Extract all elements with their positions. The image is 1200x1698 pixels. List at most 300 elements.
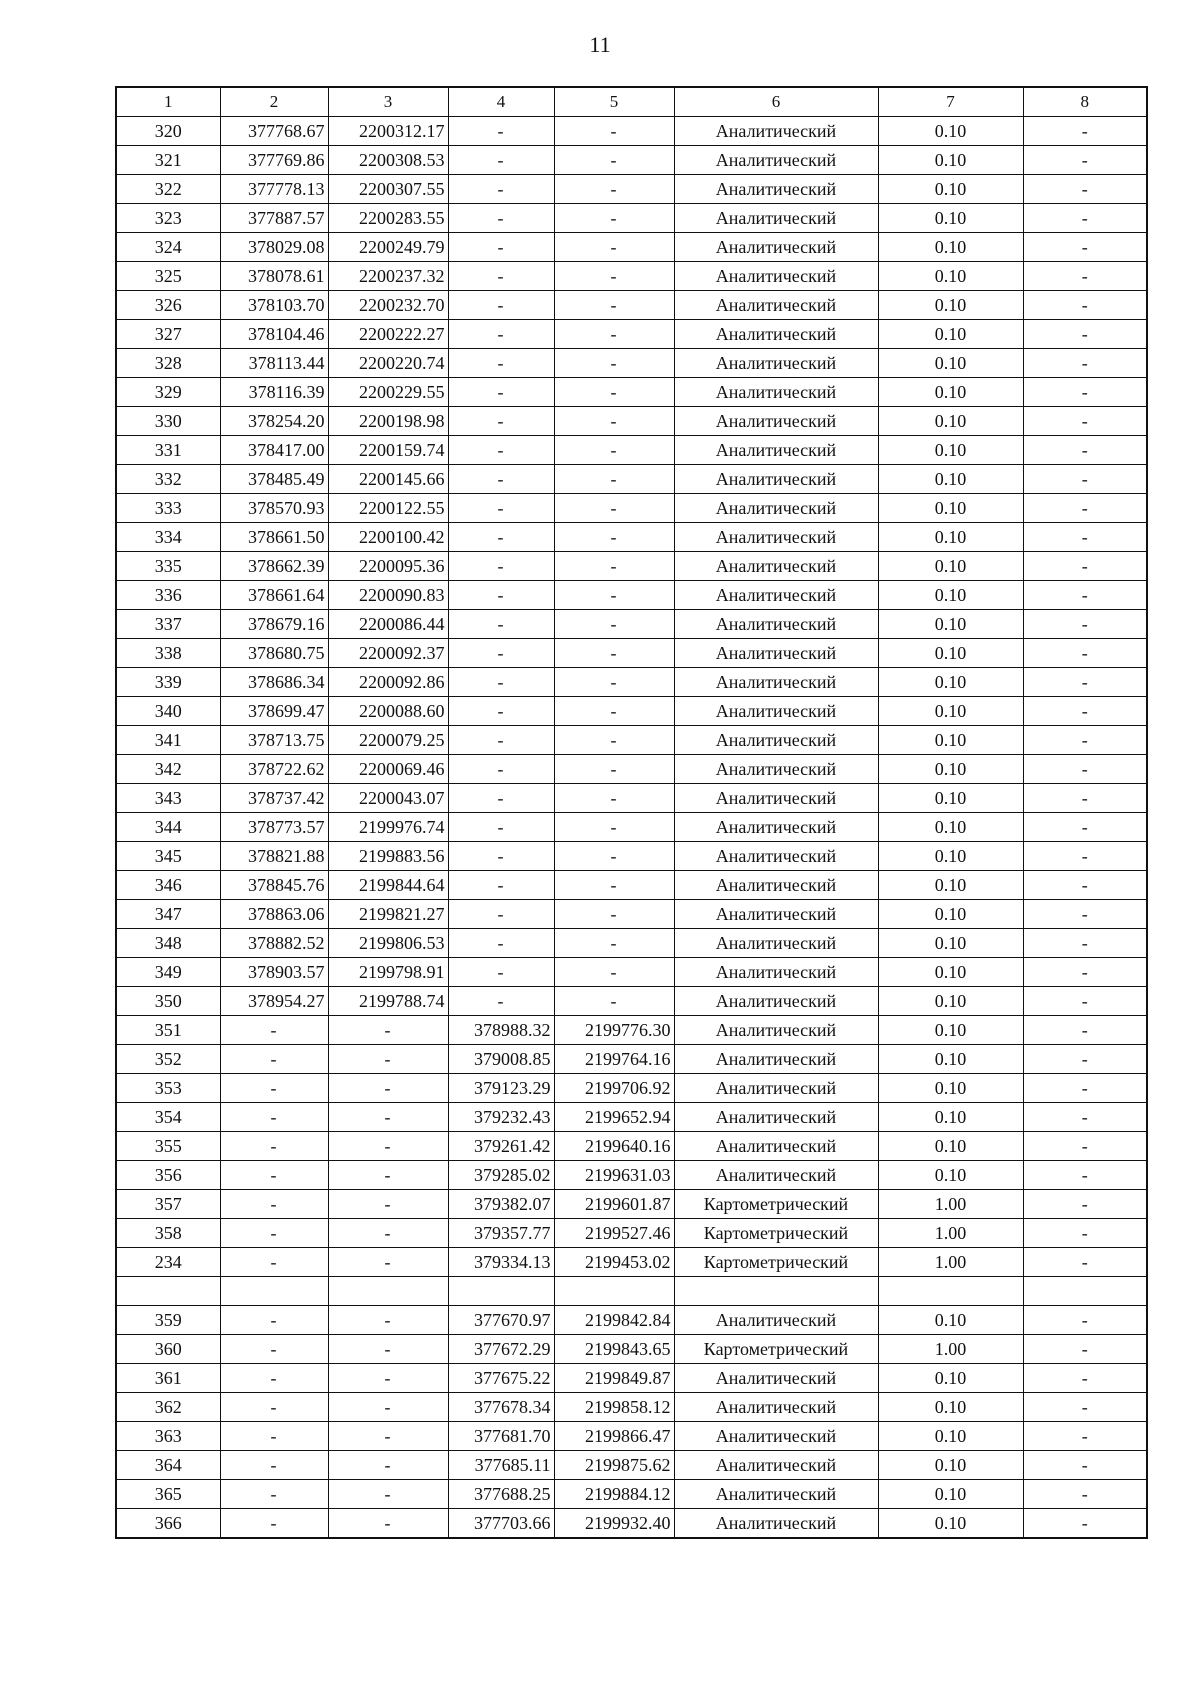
cell-method: Аналитический: [674, 1161, 878, 1190]
cell-method: Аналитический: [674, 233, 878, 262]
cell-note: -: [1023, 349, 1147, 378]
table-row: [116, 291, 1147, 320]
cell-y-coordinate-new: -: [554, 987, 674, 1016]
cell-x-coordinate-old: 378103.70: [220, 291, 328, 320]
cell-x-coordinate-new: -: [448, 204, 554, 233]
cell-accuracy: 0.10: [878, 494, 1023, 523]
cell-y-coordinate-old: -: [328, 1074, 448, 1103]
cell-x-coordinate-old: -: [220, 1074, 328, 1103]
cell-y-coordinate-new: 2199858.12: [554, 1393, 674, 1422]
table-row: [116, 233, 1147, 262]
header-col-3: 3: [328, 87, 448, 117]
cell-accuracy: 0.10: [878, 668, 1023, 697]
cell-method: Аналитический: [674, 291, 878, 320]
cell-y-coordinate-new: -: [554, 465, 674, 494]
cell-note: -: [1023, 1045, 1147, 1074]
table-row: [116, 755, 1147, 784]
cell-accuracy: 0.10: [878, 784, 1023, 813]
cell-point-number: 346: [116, 871, 220, 900]
cell-method: Аналитический: [674, 1045, 878, 1074]
cell-x-coordinate-new: 377681.70: [448, 1422, 554, 1451]
cell-accuracy: 0.10: [878, 523, 1023, 552]
cell-accuracy: 0.10: [878, 1132, 1023, 1161]
cell-point-number: 340: [116, 697, 220, 726]
cell-method: Аналитический: [674, 1132, 878, 1161]
cell-x-coordinate-old: -: [220, 1335, 328, 1364]
cell-point-number: 350: [116, 987, 220, 1016]
cell-x-coordinate-new: -: [448, 639, 554, 668]
cell-x-coordinate-old: 377768.67: [220, 117, 328, 146]
header-col-4: 4: [448, 87, 554, 117]
cell-x-coordinate-old: -: [220, 1509, 328, 1539]
cell-accuracy: 1.00: [878, 1248, 1023, 1277]
table-row: [116, 204, 1147, 233]
cell-y-coordinate-new: 2199764.16: [554, 1045, 674, 1074]
table-row: [116, 1422, 1147, 1451]
cell-method: Аналитический: [674, 697, 878, 726]
cell-x-coordinate-new: -: [448, 320, 554, 349]
cell-point-number: 348: [116, 929, 220, 958]
cell-note: -: [1023, 1132, 1147, 1161]
cell-x-coordinate-new: -: [448, 581, 554, 610]
cell-note: -: [1023, 262, 1147, 291]
cell-accuracy: 0.10: [878, 697, 1023, 726]
cell-accuracy: 0.10: [878, 204, 1023, 233]
cell-x-coordinate-old: 378661.50: [220, 523, 328, 552]
cell-x-coordinate-old: -: [220, 1132, 328, 1161]
cell-y-coordinate-new: -: [554, 117, 674, 146]
cell-x-coordinate-new: 377703.66: [448, 1509, 554, 1539]
cell-x-coordinate-old: 378722.62: [220, 755, 328, 784]
cell-x-coordinate-old: -: [220, 1364, 328, 1393]
cell-method: Аналитический: [674, 436, 878, 465]
cell-note: -: [1023, 987, 1147, 1016]
cell-y-coordinate-old: 2200232.70: [328, 291, 448, 320]
cell-note: -: [1023, 378, 1147, 407]
cell-x-coordinate-new: -: [448, 871, 554, 900]
cell-accuracy: 0.10: [878, 929, 1023, 958]
table-row: [116, 117, 1147, 146]
cell-x-coordinate-old: -: [220, 1451, 328, 1480]
cell-y-coordinate-new: 2199884.12: [554, 1480, 674, 1509]
cell-note: -: [1023, 1480, 1147, 1509]
cell-method: Аналитический: [674, 117, 878, 146]
cell-accuracy: 0.10: [878, 639, 1023, 668]
cell-point-number: 334: [116, 523, 220, 552]
cell-note: -: [1023, 1161, 1147, 1190]
cell-note: -: [1023, 610, 1147, 639]
cell-note: -: [1023, 1074, 1147, 1103]
cell-method: Аналитический: [674, 349, 878, 378]
cell-point-number: 326: [116, 291, 220, 320]
cell-method: Аналитический: [674, 610, 878, 639]
cell-accuracy: 0.10: [878, 1509, 1023, 1539]
cell-accuracy: 0.10: [878, 1103, 1023, 1132]
cell-y-coordinate-new: -: [554, 639, 674, 668]
cell-note: -: [1023, 639, 1147, 668]
cell-x-coordinate-new: 377672.29: [448, 1335, 554, 1364]
cell-method: Аналитический: [674, 842, 878, 871]
cell-x-coordinate-old: 378821.88: [220, 842, 328, 871]
cell-y-coordinate-new: -: [554, 668, 674, 697]
cell-y-coordinate-new: -: [554, 175, 674, 204]
cell-note: [1023, 1277, 1147, 1306]
cell-x-coordinate-old: [220, 1277, 328, 1306]
table-row: [116, 494, 1147, 523]
cell-x-coordinate-old: 377769.86: [220, 146, 328, 175]
cell-point-number: 344: [116, 813, 220, 842]
cell-x-coordinate-old: 377887.57: [220, 204, 328, 233]
cell-note: -: [1023, 233, 1147, 262]
cell-x-coordinate-new: 377678.34: [448, 1393, 554, 1422]
cell-note: -: [1023, 1219, 1147, 1248]
cell-y-coordinate-old: 2200069.46: [328, 755, 448, 784]
table-row: [116, 610, 1147, 639]
cell-point-number: 354: [116, 1103, 220, 1132]
cell-y-coordinate-old: 2200307.55: [328, 175, 448, 204]
cell-y-coordinate-new: -: [554, 146, 674, 175]
cell-point-number: [116, 1277, 220, 1306]
cell-method: Аналитический: [674, 1074, 878, 1103]
cell-point-number: 335: [116, 552, 220, 581]
cell-y-coordinate-old: 2199883.56: [328, 842, 448, 871]
cell-x-coordinate-new: 377670.97: [448, 1306, 554, 1335]
cell-note: -: [1023, 1335, 1147, 1364]
cell-method: Аналитический: [674, 523, 878, 552]
cell-y-coordinate-old: -: [328, 1451, 448, 1480]
cell-x-coordinate-new: -: [448, 494, 554, 523]
cell-accuracy: 0.10: [878, 813, 1023, 842]
cell-y-coordinate-old: 2200145.66: [328, 465, 448, 494]
cell-x-coordinate-old: -: [220, 1393, 328, 1422]
page-number: 11: [589, 32, 611, 57]
cell-note: -: [1023, 1248, 1147, 1277]
coordinates-table: [115, 86, 1148, 1539]
cell-point-number: 365: [116, 1480, 220, 1509]
table-row: [116, 1074, 1147, 1103]
cell-point-number: 342: [116, 755, 220, 784]
cell-x-coordinate-new: 379008.85: [448, 1045, 554, 1074]
cell-point-number: 363: [116, 1422, 220, 1451]
cell-accuracy: 0.10: [878, 726, 1023, 755]
cell-point-number: 339: [116, 668, 220, 697]
cell-note: -: [1023, 523, 1147, 552]
cell-y-coordinate-old: -: [328, 1190, 448, 1219]
cell-note: -: [1023, 204, 1147, 233]
cell-method: Аналитический: [674, 784, 878, 813]
cell-method: Аналитический: [674, 465, 878, 494]
cell-note: -: [1023, 813, 1147, 842]
cell-accuracy: 0.10: [878, 146, 1023, 175]
cell-accuracy: 0.10: [878, 1393, 1023, 1422]
cell-point-number: 351: [116, 1016, 220, 1045]
cell-x-coordinate-old: 378662.39: [220, 552, 328, 581]
table-body: [116, 87, 1147, 1538]
cell-x-coordinate-new: 379382.07: [448, 1190, 554, 1219]
cell-x-coordinate-new: -: [448, 697, 554, 726]
cell-y-coordinate-old: 2200043.07: [328, 784, 448, 813]
table-row: [116, 436, 1147, 465]
table-row: [116, 1045, 1147, 1074]
table-row: [116, 1364, 1147, 1393]
cell-note: -: [1023, 436, 1147, 465]
table-row: [116, 349, 1147, 378]
cell-point-number: 332: [116, 465, 220, 494]
cell-y-coordinate-new: 2199527.46: [554, 1219, 674, 1248]
cell-y-coordinate-old: -: [328, 1103, 448, 1132]
cell-x-coordinate-old: 378570.93: [220, 494, 328, 523]
cell-point-number: 329: [116, 378, 220, 407]
cell-note: -: [1023, 1190, 1147, 1219]
cell-point-number: 321: [116, 146, 220, 175]
cell-accuracy: 1.00: [878, 1190, 1023, 1219]
cell-accuracy: 0.10: [878, 465, 1023, 494]
header-col-1: 1: [116, 87, 220, 117]
cell-x-coordinate-new: -: [448, 958, 554, 987]
table-row: [116, 1451, 1147, 1480]
cell-method: Аналитический: [674, 1451, 878, 1480]
cell-y-coordinate-new: 2199842.84: [554, 1306, 674, 1335]
cell-y-coordinate-new: -: [554, 900, 674, 929]
cell-x-coordinate-old: 378845.76: [220, 871, 328, 900]
cell-point-number: 324: [116, 233, 220, 262]
table-row: [116, 871, 1147, 900]
cell-y-coordinate-new: 2199640.16: [554, 1132, 674, 1161]
cell-method: Картометрический: [674, 1190, 878, 1219]
cell-x-coordinate-new: 379261.42: [448, 1132, 554, 1161]
cell-x-coordinate-new: -: [448, 668, 554, 697]
cell-y-coordinate-old: 2200308.53: [328, 146, 448, 175]
cell-x-coordinate-old: 378078.61: [220, 262, 328, 291]
cell-point-number: 361: [116, 1364, 220, 1393]
table-row: [116, 1190, 1147, 1219]
table-row: [116, 842, 1147, 871]
table-row: [116, 1219, 1147, 1248]
cell-y-coordinate-old: 2199798.91: [328, 958, 448, 987]
cell-x-coordinate-old: -: [220, 1248, 328, 1277]
cell-x-coordinate-old: 377778.13: [220, 175, 328, 204]
cell-x-coordinate-new: -: [448, 523, 554, 552]
cell-note: -: [1023, 755, 1147, 784]
cell-y-coordinate-old: 2200220.74: [328, 349, 448, 378]
cell-note: -: [1023, 320, 1147, 349]
cell-accuracy: 0.10: [878, 233, 1023, 262]
cell-method: Аналитический: [674, 668, 878, 697]
cell-x-coordinate-new: 379285.02: [448, 1161, 554, 1190]
cell-y-coordinate-new: 2199601.87: [554, 1190, 674, 1219]
cell-y-coordinate-new: -: [554, 610, 674, 639]
table-row: [116, 900, 1147, 929]
cell-method: Аналитический: [674, 813, 878, 842]
cell-method: [674, 1277, 878, 1306]
cell-point-number: 327: [116, 320, 220, 349]
cell-accuracy: 0.10: [878, 1074, 1023, 1103]
cell-point-number: 359: [116, 1306, 220, 1335]
cell-x-coordinate-old: 378903.57: [220, 958, 328, 987]
cell-x-coordinate-new: -: [448, 349, 554, 378]
cell-note: -: [1023, 871, 1147, 900]
cell-note: -: [1023, 1306, 1147, 1335]
cell-note: -: [1023, 842, 1147, 871]
cell-method: Аналитический: [674, 1480, 878, 1509]
cell-method: Аналитический: [674, 1509, 878, 1539]
cell-note: -: [1023, 407, 1147, 436]
cell-accuracy: 0.10: [878, 842, 1023, 871]
cell-note: -: [1023, 175, 1147, 204]
cell-accuracy: 0.10: [878, 900, 1023, 929]
cell-y-coordinate-old: 2200249.79: [328, 233, 448, 262]
cell-y-coordinate-old: [328, 1277, 448, 1306]
cell-method: Аналитический: [674, 494, 878, 523]
cell-x-coordinate-old: 378954.27: [220, 987, 328, 1016]
cell-y-coordinate-old: -: [328, 1364, 448, 1393]
cell-y-coordinate-old: 2200283.55: [328, 204, 448, 233]
cell-note: -: [1023, 1364, 1147, 1393]
cell-x-coordinate-old: -: [220, 1190, 328, 1219]
cell-x-coordinate-old: 378863.06: [220, 900, 328, 929]
cell-accuracy: 0.10: [878, 958, 1023, 987]
cell-method: Аналитический: [674, 1364, 878, 1393]
cell-method: Аналитический: [674, 639, 878, 668]
cell-y-coordinate-old: -: [328, 1335, 448, 1364]
cell-y-coordinate-old: -: [328, 1422, 448, 1451]
cell-y-coordinate-old: 2200090.83: [328, 581, 448, 610]
cell-method: Аналитический: [674, 1422, 878, 1451]
cell-y-coordinate-new: [554, 1277, 674, 1306]
cell-point-number: 352: [116, 1045, 220, 1074]
cell-y-coordinate-new: -: [554, 871, 674, 900]
cell-accuracy: 0.10: [878, 175, 1023, 204]
cell-y-coordinate-new: 2199631.03: [554, 1161, 674, 1190]
table-row: [116, 1393, 1147, 1422]
cell-note: -: [1023, 958, 1147, 987]
cell-y-coordinate-new: 2199776.30: [554, 1016, 674, 1045]
cell-note: -: [1023, 1016, 1147, 1045]
cell-method: Аналитический: [674, 320, 878, 349]
cell-point-number: 338: [116, 639, 220, 668]
cell-method: Аналитический: [674, 146, 878, 175]
cell-point-number: 355: [116, 1132, 220, 1161]
cell-x-coordinate-old: -: [220, 1045, 328, 1074]
cell-x-coordinate-old: 378113.44: [220, 349, 328, 378]
cell-y-coordinate-new: 2199875.62: [554, 1451, 674, 1480]
cell-x-coordinate-old: 378104.46: [220, 320, 328, 349]
cell-y-coordinate-new: -: [554, 755, 674, 784]
cell-x-coordinate-old: 378116.39: [220, 378, 328, 407]
cell-method: Аналитический: [674, 204, 878, 233]
cell-x-coordinate-new: 379123.29: [448, 1074, 554, 1103]
cell-y-coordinate-old: 2199976.74: [328, 813, 448, 842]
cell-accuracy: [878, 1277, 1023, 1306]
table-row: [116, 726, 1147, 755]
table-row: [116, 1016, 1147, 1045]
cell-note: -: [1023, 1393, 1147, 1422]
header-col-8: 8: [1023, 87, 1147, 117]
cell-y-coordinate-new: 2199866.47: [554, 1422, 674, 1451]
cell-accuracy: 0.10: [878, 117, 1023, 146]
cell-accuracy: 0.10: [878, 1306, 1023, 1335]
cell-x-coordinate-old: -: [220, 1306, 328, 1335]
table-row: [116, 146, 1147, 175]
cell-accuracy: 0.10: [878, 987, 1023, 1016]
cell-x-coordinate-new: -: [448, 726, 554, 755]
table-row: [116, 784, 1147, 813]
cell-y-coordinate-old: -: [328, 1161, 448, 1190]
cell-point-number: 331: [116, 436, 220, 465]
table-row: [116, 552, 1147, 581]
cell-point-number: 347: [116, 900, 220, 929]
table-row: [116, 1480, 1147, 1509]
cell-note: -: [1023, 900, 1147, 929]
cell-accuracy: 0.10: [878, 378, 1023, 407]
cell-x-coordinate-old: -: [220, 1219, 328, 1248]
cell-point-number: 328: [116, 349, 220, 378]
cell-y-coordinate-old: 2200092.86: [328, 668, 448, 697]
cell-x-coordinate-new: 377688.25: [448, 1480, 554, 1509]
cell-y-coordinate-new: 2199843.65: [554, 1335, 674, 1364]
cell-y-coordinate-new: -: [554, 349, 674, 378]
cell-y-coordinate-new: 2199932.40: [554, 1509, 674, 1539]
cell-accuracy: 0.10: [878, 436, 1023, 465]
cell-y-coordinate-new: -: [554, 320, 674, 349]
table-row: [116, 523, 1147, 552]
cell-x-coordinate-old: 378737.42: [220, 784, 328, 813]
cell-y-coordinate-old: 2200312.17: [328, 117, 448, 146]
cell-method: Картометрический: [674, 1248, 878, 1277]
cell-x-coordinate-old: 378029.08: [220, 233, 328, 262]
table-row: [116, 1248, 1147, 1277]
cell-method: Аналитический: [674, 987, 878, 1016]
cell-x-coordinate-old: 378485.49: [220, 465, 328, 494]
cell-x-coordinate-old: 378254.20: [220, 407, 328, 436]
cell-point-number: 336: [116, 581, 220, 610]
cell-method: Аналитический: [674, 1016, 878, 1045]
cell-accuracy: 1.00: [878, 1219, 1023, 1248]
table-row: [116, 1335, 1147, 1364]
cell-x-coordinate-new: 377685.11: [448, 1451, 554, 1480]
cell-method: Аналитический: [674, 378, 878, 407]
cell-x-coordinate-new: -: [448, 233, 554, 262]
cell-point-number: 320: [116, 117, 220, 146]
cell-y-coordinate-new: -: [554, 842, 674, 871]
cell-point-number: 360: [116, 1335, 220, 1364]
cell-method: Аналитический: [674, 900, 878, 929]
cell-y-coordinate-old: -: [328, 1393, 448, 1422]
cell-method: Картометрический: [674, 1335, 878, 1364]
cell-x-coordinate-old: -: [220, 1422, 328, 1451]
cell-y-coordinate-old: 2200198.98: [328, 407, 448, 436]
cell-y-coordinate-old: -: [328, 1306, 448, 1335]
cell-y-coordinate-old: 2200122.55: [328, 494, 448, 523]
cell-accuracy: 0.10: [878, 871, 1023, 900]
cell-note: -: [1023, 726, 1147, 755]
cell-y-coordinate-new: -: [554, 958, 674, 987]
cell-note: -: [1023, 465, 1147, 494]
cell-y-coordinate-old: -: [328, 1509, 448, 1539]
cell-note: -: [1023, 697, 1147, 726]
cell-method: Аналитический: [674, 929, 878, 958]
cell-x-coordinate-old: 378686.34: [220, 668, 328, 697]
cell-y-coordinate-old: 2200222.27: [328, 320, 448, 349]
cell-x-coordinate-new: -: [448, 117, 554, 146]
cell-note: -: [1023, 117, 1147, 146]
cell-x-coordinate-new: -: [448, 784, 554, 813]
cell-x-coordinate-old: 378661.64: [220, 581, 328, 610]
cell-y-coordinate-new: 2199453.02: [554, 1248, 674, 1277]
cell-x-coordinate-old: 378417.00: [220, 436, 328, 465]
cell-point-number: 323: [116, 204, 220, 233]
cell-accuracy: 0.10: [878, 1045, 1023, 1074]
